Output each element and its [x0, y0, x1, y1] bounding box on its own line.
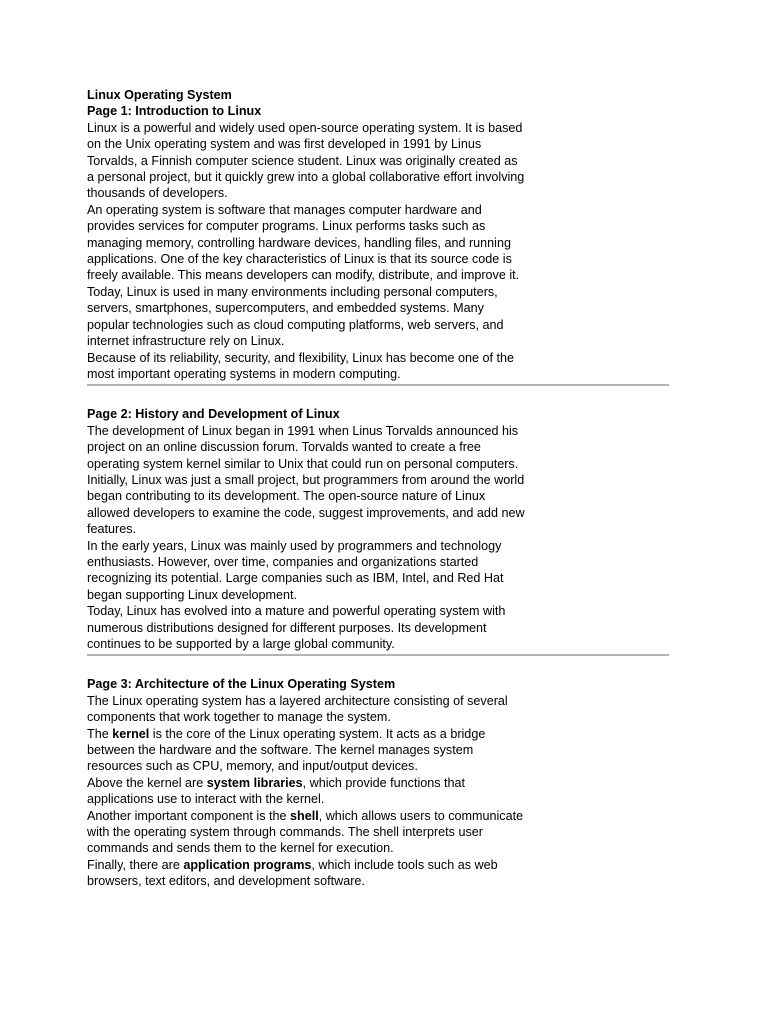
text-run: Finally, there are — [87, 857, 184, 872]
text-run: Above the kernel are — [87, 775, 207, 790]
paragraph — [87, 726, 527, 775]
section-heading: Page 1: Introduction to Linux — [87, 104, 262, 119]
page-divider — [87, 654, 669, 656]
paragraph — [87, 350, 527, 383]
paragraph — [87, 857, 527, 890]
text-run: In the early years, Linux was mainly used by programmers and technology enthusiasts. However, over time, companies and organizations started recognizing its potential. Large companies such as IBM, Intel, and Red Hat began supporting Linux development. — [87, 538, 504, 602]
bold-term: application programs — [183, 857, 312, 872]
text-run: Another important component is the — [87, 808, 291, 823]
text-run: Linux is a powerful and widely used open-source operating system. It is based on the Unix operating system and was first developed in 1991 by Linus Torvalds, a Finnish computer science student. Linux was originally created as a personal project, but it quickly grew into a global collaborative effort involving thousands of developers. — [87, 120, 525, 201]
paragraph — [87, 775, 527, 808]
paragraph — [87, 538, 527, 604]
document-title: Linux Operating System — [87, 88, 232, 102]
text-run: The Linux operating system has a layered architecture consisting of several components that work together to manage the system. — [87, 693, 508, 725]
section-heading: Page 2: History and Development of Linux — [87, 407, 340, 422]
text-run: An operating system is software that manages computer hardware and provides services for computer programs. Linux performs tasks such as managing memory, controlling hardware devices, handling files, and running applications. One of the key characteristics of Linux is that its source code is freely available. This means developers can modify, distribute, and improve it. — [87, 202, 520, 283]
text-run: Today, Linux is used in many environments including personal computers, servers, smartphones, supercomputers, and embedded systems. Many popular technologies such as cloud computing platforms, web servers, and internet infrastructure rely on Linux. — [87, 284, 504, 349]
text-run: is the core of the Linux operating system. It acts as a bridge between the hardware and the software. The kernel manages system resources such as CPU, memory, and input/output devices. — [87, 726, 486, 774]
text-run: , which provide functions that applications use to interact with the kernel. — [87, 775, 466, 807]
bold-term: system libraries — [206, 775, 303, 790]
bold-term: shell — [290, 808, 319, 823]
paragraph — [87, 120, 527, 202]
bold-term: kernel — [112, 726, 150, 741]
text-run: Initially, Linux was just a small project, but programmers from around the world began contributing to its development. The open-source nature of Linux allowed developers to examine the code, suggest improvements, and add new features. — [87, 472, 525, 537]
paragraph — [87, 284, 527, 350]
paragraph — [87, 808, 527, 857]
text-run: The — [87, 726, 113, 741]
paragraph — [87, 472, 527, 538]
text-run: The development of Linux began in 1991 when Linus Torvalds announced his project on an online discussion forum. Torvalds wanted to create a free operating system kernel similar to Unix that could run on personal computers. — [87, 423, 519, 471]
paragraph — [87, 693, 527, 726]
paragraph — [87, 202, 527, 284]
text-run: , which include tools such as web browsers, text editors, and development software. — [87, 857, 498, 889]
text-run: , which allows users to communicate with the operating system through commands. The shell interprets user commands and sends them to the kernel for execution. — [87, 808, 524, 856]
text-run: Today, Linux has evolved into a mature and powerful operating system with numerous distributions designed for different purposes. Its development continues to be supported by a large global community. — [87, 604, 506, 651]
paragraph — [87, 423, 527, 472]
document-body — [87, 87, 527, 890]
paragraph — [87, 603, 527, 652]
page-divider — [87, 384, 669, 386]
section-heading: Page 3: Architecture of the Linux Operating System — [87, 677, 396, 692]
text-run: Because of its reliability, security, and flexibility, Linux has become one of the most important operating systems in modern computing. — [87, 350, 515, 381]
